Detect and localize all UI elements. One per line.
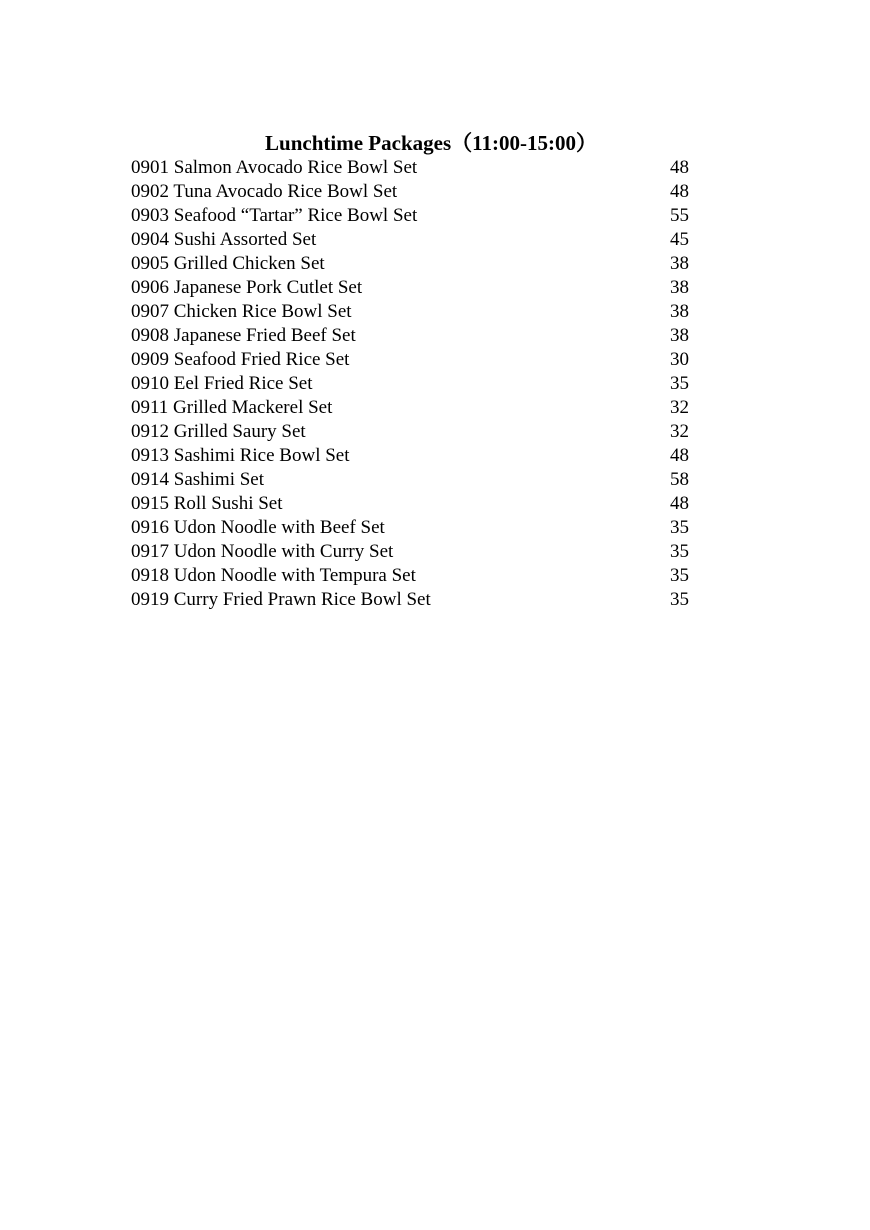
item-price: 55 xyxy=(670,205,689,226)
item-price: 35 xyxy=(670,541,689,562)
menu-item xyxy=(131,420,691,444)
menu-item xyxy=(131,324,691,348)
menu-item xyxy=(131,492,691,516)
menu-item xyxy=(131,252,691,276)
item-price: 48 xyxy=(670,181,689,202)
item-name: 0914 Sashimi Set xyxy=(131,469,265,490)
item-price: 38 xyxy=(670,253,689,274)
page-title xyxy=(0,130,870,156)
item-name: 0905 Grilled Chicken Set xyxy=(131,253,325,274)
item-price: 35 xyxy=(670,517,689,538)
menu-item xyxy=(131,276,691,300)
item-name: 0904 Sushi Assorted Set xyxy=(131,229,317,250)
menu-item xyxy=(131,516,691,540)
menu-item xyxy=(131,564,691,588)
menu-item xyxy=(131,468,691,492)
item-name: 0906 Japanese Pork Cutlet Set xyxy=(131,277,363,298)
item-price: 32 xyxy=(670,421,689,442)
item-price: 58 xyxy=(670,469,689,490)
item-name: 0912 Grilled Saury Set xyxy=(131,421,306,442)
item-name: 0908 Japanese Fried Beef Set xyxy=(131,325,356,346)
item-name: 0915 Roll Sushi Set xyxy=(131,493,283,514)
item-name: 0919 Curry Fried Prawn Rice Bowl Set xyxy=(131,589,431,610)
item-price: 32 xyxy=(670,397,689,418)
menu-item xyxy=(131,372,691,396)
item-price: 35 xyxy=(670,589,689,610)
item-name: 0918 Udon Noodle with Tempura Set xyxy=(131,565,416,586)
item-price: 48 xyxy=(670,445,689,466)
item-name: 0909 Seafood Fried Rice Set xyxy=(131,349,350,370)
menu-item xyxy=(131,540,691,564)
item-name: 0902 Tuna Avocado Rice Bowl Set xyxy=(131,181,398,202)
item-name: 0910 Eel Fried Rice Set xyxy=(131,373,313,394)
item-price: 35 xyxy=(670,565,689,586)
menu-title: Lunchtime Packages（11:00-15:00） xyxy=(265,131,597,155)
menu-item xyxy=(131,228,691,252)
item-name: 0907 Chicken Rice Bowl Set xyxy=(131,301,352,322)
item-price: 48 xyxy=(670,493,689,514)
item-name: 0901 Salmon Avocado Rice Bowl Set xyxy=(131,157,418,178)
menu-item xyxy=(131,300,691,324)
menu-list xyxy=(131,156,691,612)
menu-item xyxy=(131,396,691,420)
menu-item xyxy=(131,204,691,228)
item-price: 38 xyxy=(670,325,689,346)
menu-item xyxy=(131,588,691,612)
item-price: 45 xyxy=(670,229,689,250)
item-name: 0913 Sashimi Rice Bowl Set xyxy=(131,445,350,466)
menu-item xyxy=(131,156,691,180)
item-name: 0916 Udon Noodle with Beef Set xyxy=(131,517,385,538)
item-name: 0911 Grilled Mackerel Set xyxy=(131,397,333,418)
item-price: 48 xyxy=(670,157,689,178)
item-name: 0903 Seafood “Tartar” Rice Bowl Set xyxy=(131,205,418,226)
item-name: 0917 Udon Noodle with Curry Set xyxy=(131,541,394,562)
item-price: 38 xyxy=(670,301,689,322)
item-price: 38 xyxy=(670,277,689,298)
item-price: 30 xyxy=(670,349,689,370)
menu-item xyxy=(131,180,691,204)
menu-item xyxy=(131,444,691,468)
item-price: 35 xyxy=(670,373,689,394)
menu-item xyxy=(131,348,691,372)
